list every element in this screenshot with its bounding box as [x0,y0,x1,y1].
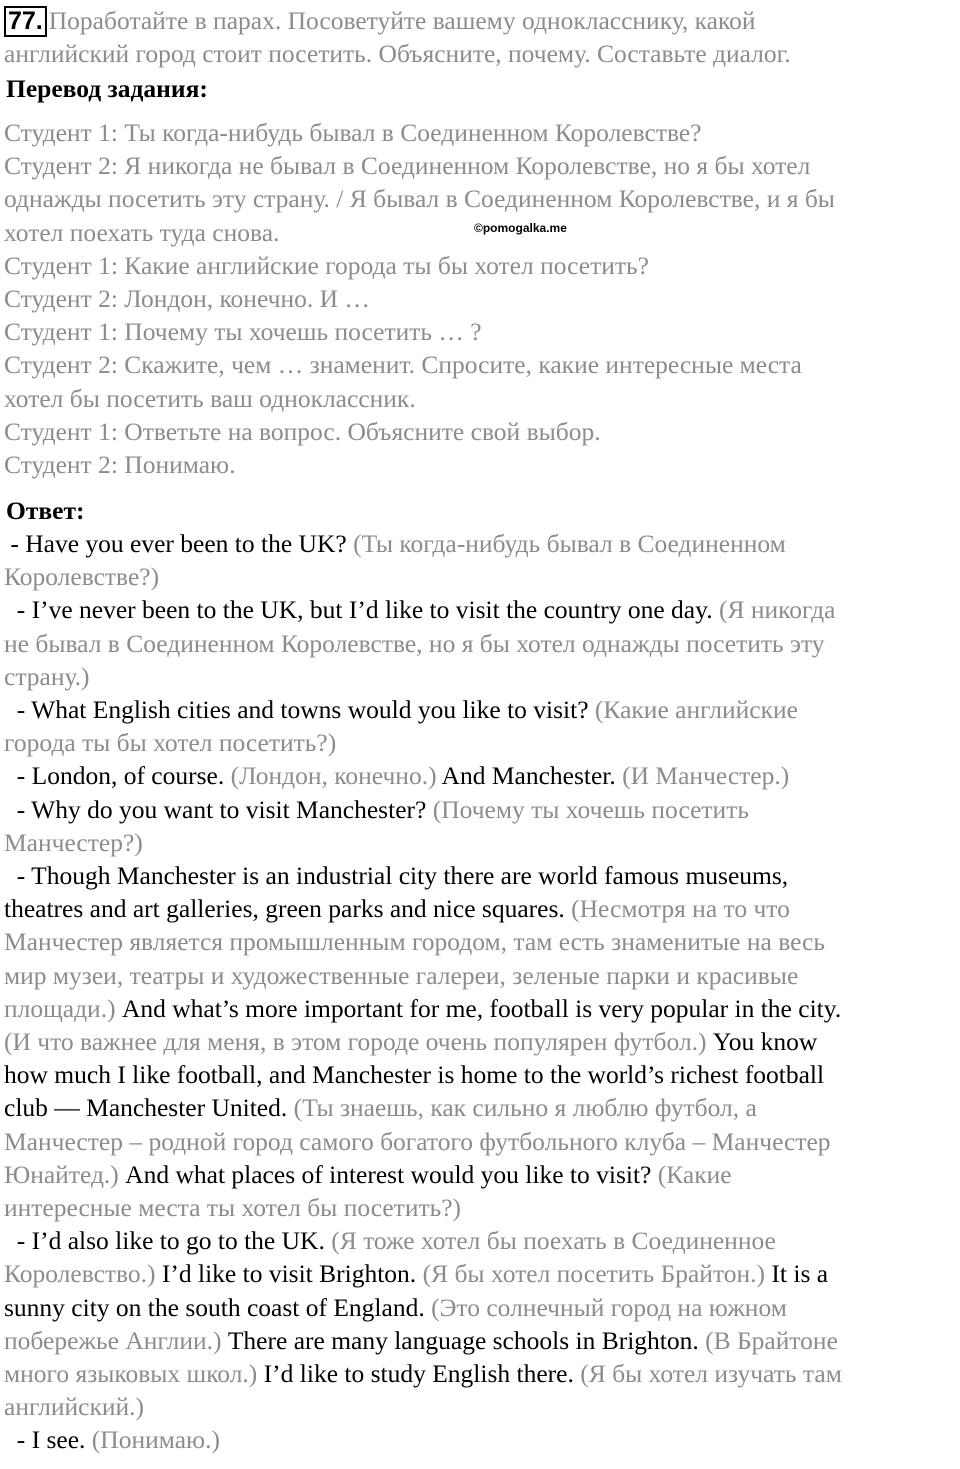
answer-line [4,1191,954,1224]
translation-segment: Манчестер – родной город самого богатого футбольного клуба – Манчестер [4,1126,831,1156]
answer-line [4,1357,954,1390]
answer-line [4,660,954,693]
answer-line [4,826,954,859]
translation-line: Студент 1: Ты когда-нибудь бывал в Соединенном Королевстве? [4,118,702,147]
translation-segment: интересные места ты хотел бы посетить?) [4,1193,462,1223]
answer-line [4,759,954,792]
answer-line [4,1423,954,1456]
answer-line [4,1291,954,1324]
translation-segment: Манчестер является промышленным городом, там есть знаменитые на весь [4,927,826,957]
translation-segment: (Я никогда [718,595,836,625]
translation-line: Студент 2: Лондон, конечно. И … [4,284,370,314]
translation-line: хотел поехать туда снова. [4,217,280,247]
translation-segment: площади.) [4,993,122,1023]
task-number: 77. [4,6,47,37]
answer-line [4,1390,954,1423]
answer-line [4,1025,954,1058]
translation-line: Студент 2: Понимаю. [4,450,236,480]
english-segment: - Though Manchester is an industrial city there are world famous museums, [4,861,789,891]
english-segment: - London, of course. [4,761,231,791]
english-segment: There are many language schools in Brighton. [227,1325,706,1355]
english-segment: It is a [771,1259,829,1289]
translation-segment: английский.) [4,1392,145,1422]
translation-line: Студент 1: Какие английские города ты бы хотел посетить? [4,250,649,280]
english-segment: club — Manchester United. [4,1093,294,1123]
translation-segment: (Я бы хотел посетить Брайтон.) [422,1259,772,1289]
answer-line [4,992,954,1025]
english-segment: - I’ve never been to the UK, but I’d like to visit the country one day. [4,595,719,625]
english-segment: And what places of interest would you like to visit? [125,1159,658,1189]
answer-line [4,959,954,992]
translation-segment: мир музеи, театры и художественные галереи, зеленые парки и красивые [4,960,799,990]
answer-block [4,527,954,1457]
translation-segment: (Ты когда-нибудь бывал в Соединенном [353,529,786,558]
english-segment: - Why do you want to visit Manchester? [4,794,433,824]
translation-line: Студент 2: Скажите, чем … знаменит. Спросите, какие интересные места [4,350,802,380]
answer-line [4,593,954,626]
task-text-line: Поработайте в парах. Посоветуйте вашему однокласснику, какой [48,6,756,35]
task-statement [4,4,954,70]
answer-line [4,693,954,726]
translation-block [4,116,954,481]
answer-line [4,1324,954,1357]
english-segment: And what’s more important for me, football is very popular in the city. [121,993,842,1023]
answer-line [4,1125,954,1158]
answer-line [4,892,954,925]
answer-line [4,527,954,560]
english-segment: - Have you ever been to the UK? [4,529,354,558]
answer-line [4,859,954,892]
answer-line [4,793,954,826]
answer-line [4,1158,954,1191]
translation-segment: (Какие английские [594,695,798,725]
translation-segment: Королевство.) [4,1259,162,1289]
translation-segment: (И Манчестер.) [622,761,790,791]
answer-line [4,1058,954,1091]
answer-line [4,627,954,660]
translation-segment: побережье Англии.) [4,1325,228,1355]
translation-segment: Королевстве?) [4,562,160,592]
translation-segment: не бывал в Соединенном Королевстве, но я бы хотел однажды посетить эту [4,628,825,658]
english-segment: I’d like to visit Brighton. [161,1259,423,1289]
answer-line [4,560,954,593]
translation-segment: (И что важнее для меня, в этом городе очень популярен футбол.) [4,1027,713,1057]
translation-line: хотел бы посетить ваш одноклассник. [4,383,416,413]
english-segment: You know [712,1027,818,1057]
english-segment: sunny city on the south coast of England. [4,1292,432,1322]
translation-segment: Юнайтед.) [4,1159,126,1189]
translation-line: Студент 1: Почему ты хочешь посетить … ? [4,317,482,347]
answer-line [4,1257,954,1290]
translation-line: Студент 2: Я никогда не бывал в Соединенном Королевстве, но я бы хотел [4,151,811,181]
english-segment: And Manchester. [441,761,623,791]
translation-segment: (Это солнечный город на южном [431,1292,787,1322]
translation-segment: Манчестер?) [4,827,143,857]
translation-segment: (В Брайтоне [705,1325,838,1355]
translation-segment: (Лондон, конечно.) [230,761,442,791]
answer-line [4,1091,954,1124]
english-segment: theatres and art galleries, green parks and nice squares. [4,894,572,924]
english-segment: - I’d also like to go to the UK. [4,1226,332,1256]
answer-line [4,925,954,958]
english-segment: I’d like to study English there. [263,1359,581,1389]
english-segment: - I see. [4,1425,92,1455]
english-segment: - What English cities and towns would you like to visit? [4,695,595,725]
translation-segment: (Несмотря на то что [571,894,790,924]
answer-heading: Ответ: [6,496,85,525]
watermark: ©pomogalka.me [474,221,567,235]
translation-segment: (Я бы хотел изучать там [580,1359,842,1389]
answer-line [4,726,954,759]
translation-segment: (Я тоже хотел бы поехать в Соединенное [331,1226,776,1256]
task-text-line: английский город стоит посетить. Объясните, почему. Составьте диалог. [4,39,791,69]
translation-segment: города ты бы хотел посетить?) [4,728,337,758]
answer-line [4,1224,954,1257]
translation-heading: Перевод задания: [6,74,208,103]
translation-segment: страну.) [4,661,90,691]
translation-segment: (Почему ты хочешь посетить [432,794,749,824]
translation-line: однажды посетить эту страну. / Я бывал в Соединенном Королевстве, и я бы [4,184,835,214]
translation-line: Студент 1: Ответьте на вопрос. Объясните свой выбор. [4,416,601,446]
translation-segment: (Ты знаешь, как сильно я люблю футбол, а [293,1093,757,1123]
translation-segment: (Понимаю.) [91,1425,220,1455]
translation-segment: (Какие [657,1159,732,1189]
translation-segment: много языковых школ.) [4,1359,264,1389]
english-segment: how much I like football, and Manchester is home to the world’s richest football [4,1060,825,1090]
